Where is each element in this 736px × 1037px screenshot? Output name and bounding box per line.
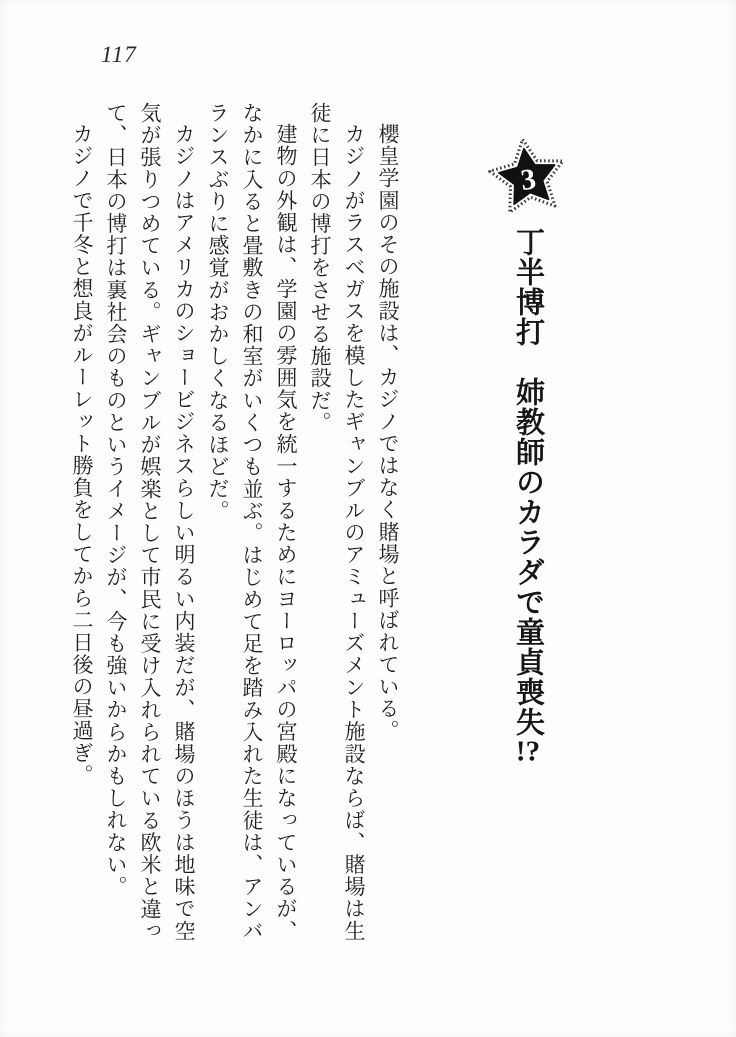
- paragraph: カジノで千冬と想良がルーレット勝負をしてから二日後の昼過ぎ。: [70, 123, 94, 786]
- chapter-title-punctuation: !?: [515, 737, 541, 766]
- body-text: [63, 102, 405, 942]
- chapter-badge: [485, 135, 571, 221]
- page-number: 117: [101, 42, 137, 67]
- chapter-title: [508, 227, 548, 787]
- chapter-title-text: 丁半博打 姉教師のカラダで童貞喪失: [512, 227, 544, 737]
- paragraph: カジノはアメリカのショービジネスらしい明るい内装だが、賭場のほうは地味で空気が張りつめている。ギャンブルが娯楽として市民に受け入れられている欧米と違って、日本の博打は裏社会のものというイメージが、今も強いからかもしれない。: [104, 102, 196, 942]
- chapter-number: 3: [518, 163, 538, 198]
- paragraph: カジノがラスベガスを模したギャンブルのアミューズメント施設ならば、賭場は生徒に日本の博打をさせる施設だ。: [308, 102, 366, 942]
- paragraph: 建物の外観は、学園の雰囲気を統一するためにヨーロッパの宮殿になっているが、なかに入ると畳敷きの和室がいくつも並ぶ。はじめて足を踏み入れた生徒は、アンバランスぶりに感覚がおかしくなるほどだ。: [206, 102, 298, 942]
- paragraph: 櫻皇学園のその施設は、カジノではなく賭場と呼ばれている。: [376, 123, 400, 742]
- star-icon: [485, 135, 571, 221]
